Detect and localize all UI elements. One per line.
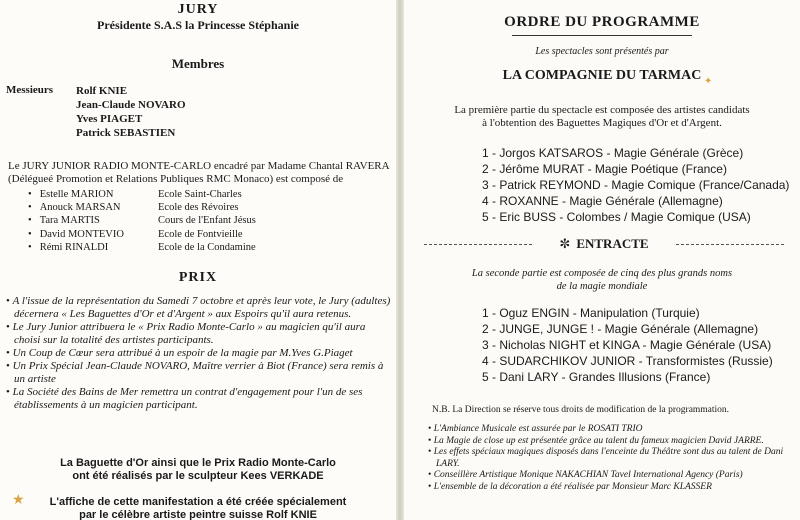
prix-item: • Un Prix Spécial Jean-Claude NOVARO, Maître verrier à Biot (France) sera remis à un artiste: [6, 360, 392, 386]
member-name: Rolf KNIE: [76, 85, 128, 97]
member-name: Patrick SEBASTIEN: [76, 127, 176, 139]
members-list: [76, 84, 186, 140]
list-item: 2 - JUNGE, JUNGE ! - Magie Générale (Allemagne): [482, 322, 759, 336]
note-item: • La Magie de close up est présentée grâce au talent du fameux magicien David JARRE.: [428, 436, 790, 448]
junior-name: • Estelle MARION: [28, 188, 158, 201]
note-item: • Les effets spéciaux magiques disposés dans l'enceinte du Théâtre sont dus au talent de Dani LARY.: [428, 447, 790, 470]
membres-title: Membres: [171, 56, 225, 71]
prix-item: • Un Coup de Cœur sera attribué à un espoir de la magie par M.Yves G.Piaget: [6, 347, 392, 360]
part1-intro: [404, 104, 800, 130]
list-item: [28, 241, 256, 254]
prix-title: PRIX: [178, 270, 218, 285]
credits-notes: [428, 424, 790, 493]
intro-line: La seconde partie est composée de cinq des plus grands noms: [471, 268, 733, 279]
list-item: 3 - Nicholas NIGHT et KINGA - Magie Générale (USA): [482, 338, 772, 352]
affiche-line: L'affiche de cette manifestation a été créée spécialement: [49, 496, 347, 508]
junior-school: Ecole de Fontvieille: [158, 228, 243, 240]
junior-name: • Rémi RINALDI: [28, 241, 158, 254]
company-name: LA COMPAGNIE DU TARMAC: [502, 68, 702, 83]
list-item: [28, 188, 256, 201]
title-underline: [512, 35, 692, 36]
junior-intro: Le JURY JUNIOR RADIO MONTE-CARLO encadré par Madame Chantal RAVERA (Délégueé Promotion et Relations Publiques RMC Monaco) est composé de: [8, 160, 389, 185]
baguette-credit: [0, 457, 396, 483]
list-item: [28, 201, 256, 214]
entracte-divider: [424, 236, 784, 252]
affiche-credit: [0, 496, 396, 520]
list-item: 3 - Patrick REYMOND - Magie Comique (France/Canada): [482, 178, 790, 192]
list-item: 1 - Oguz ENGIN - Manipulation (Turquie): [482, 306, 700, 320]
right-page: [404, 0, 800, 520]
junior-list: [28, 188, 256, 254]
prix-item: • La Société des Bains de Mer remettra un contrat d'engagement pour l'un de ses établissements à un magicien participant.: [6, 386, 392, 412]
presidente-line: Présidente S.A.S la Princesse Stéphanie: [97, 18, 299, 32]
junior-name: • Anouck MARSAN: [28, 201, 158, 214]
page-gutter: [396, 0, 404, 520]
junior-school: Ecole Saint-Charles: [158, 189, 242, 200]
junior-school: Cours de l'Enfant Jésus: [158, 215, 256, 227]
nb-note: N.B. La Direction se réserve tous droits de modification de la programmation.: [432, 405, 730, 415]
note-item: • L'Ambiance Musicale est assurée par le ROSATI TRIO: [428, 424, 790, 436]
prix-item: • A l'issue de la représentation du Samedi 7 octobre et après leur vote, le Jury (adultes) décernera « Les Baguettes d'Or et d'Argent » aux Espoirs qu'il aura retenus.: [6, 295, 392, 321]
baguette-line: ont été réalisés par le sculpteur Kees VERKADE: [72, 470, 324, 482]
junior-name: • Tara MARTIS: [28, 214, 158, 227]
part2-list: [482, 305, 773, 385]
list-item: 5 - Dani LARY - Grandes Illusions (France): [482, 370, 711, 384]
intro-line: à l'obtention des Baguettes Magiques d'Or et d'Argent.: [482, 117, 722, 129]
member-name: Jean-Claude NOVARO: [76, 99, 186, 111]
jury-title: JURY: [177, 2, 219, 17]
star-icon: ✦: [704, 76, 713, 87]
part1-list: [482, 145, 789, 225]
junior-school: Ecole des Révoires: [158, 202, 239, 214]
presented-by: Les spectacles sont présentés par: [535, 46, 669, 57]
entracte-heading: [424, 236, 784, 252]
list-item: [28, 214, 256, 227]
part2-intro: [404, 267, 800, 293]
asterisk-icon: ✼: [559, 236, 571, 251]
list-item: 4 - ROXANNE - Magie Générale (Allemagne): [482, 194, 723, 208]
left-page: [0, 0, 396, 520]
list-item: 5 - Eric BUSS - Colombes / Magie Comique (USA): [482, 210, 751, 224]
ordre-title: ORDRE DU PROGRAMME: [504, 14, 700, 30]
baguette-line: La Baguette d'Or ainsi que le Prix Radio Monte-Carlo: [60, 457, 336, 469]
entracte-label: ENTRACTE: [576, 236, 649, 251]
prix-list: [6, 295, 392, 412]
list-item: [28, 228, 256, 241]
junior-name: • David MONTEVIO: [28, 228, 158, 241]
list-item: 2 - Jérôme MURAT - Magie Poétique (France): [482, 162, 727, 176]
note-item: • Conseillère Artistique Monique NAKACHIAN Tavel International Agency (Paris): [428, 470, 790, 482]
affiche-line: par le célèbre artiste peintre suisse Rolf KNIE: [79, 509, 317, 520]
messieurs-label: Messieurs: [6, 84, 54, 96]
member-name: Yves PIAGET: [76, 113, 143, 125]
list-item: 1 - Jorgos KATSAROS - Magie Générale (Grèce): [482, 146, 744, 160]
junior-school: Ecole de la Condamine: [158, 241, 256, 253]
list-item: 4 - SUDARCHIKOV JUNIOR - Transformistes (Russie): [482, 354, 773, 368]
intro-line: de la magie mondiale: [556, 281, 648, 292]
intro-line: La première partie du spectacle est composée des artistes candidats: [454, 104, 750, 116]
note-item: • L'ensemble de la décoration a été réalisée par Monsieur Marc KLASSER: [428, 482, 790, 494]
star-icon: ★: [12, 493, 25, 508]
prix-item: • Le Jury Junior attribuera le « Prix Radio Monte-Carlo » au magicien qu'il aura choisi sur la totalité des artistes participants.: [6, 321, 392, 347]
